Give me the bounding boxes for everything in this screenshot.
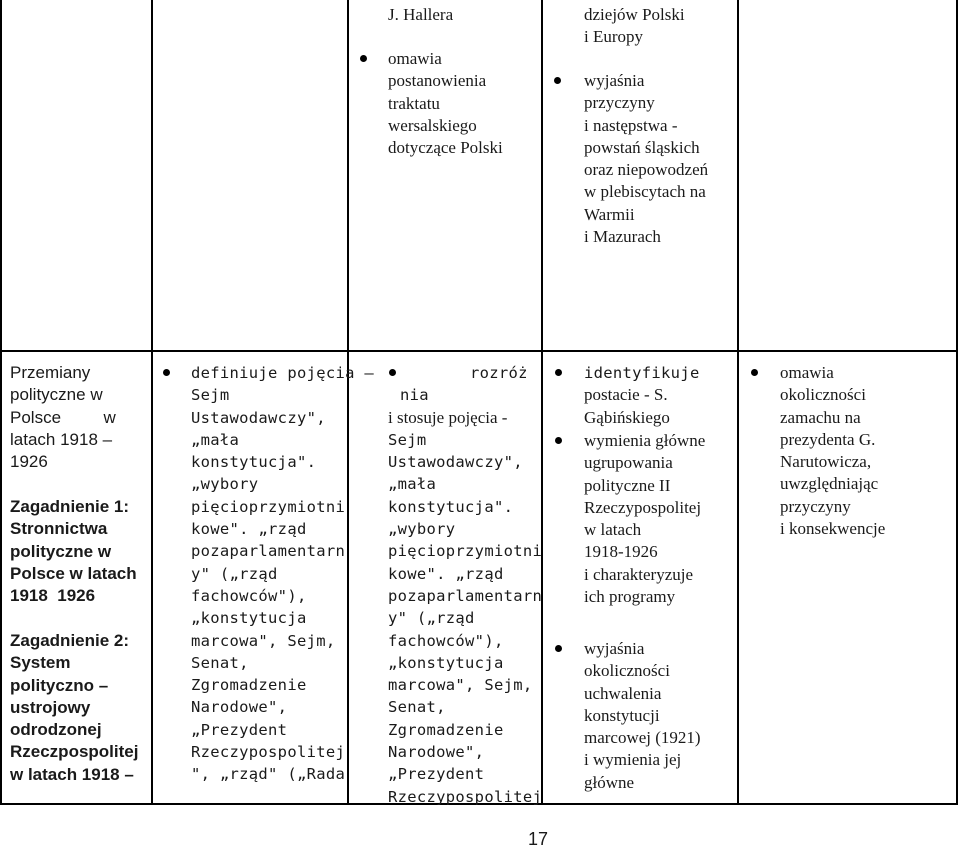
col4-bullet-1: identyfikuje postacie - S. Gąbińskiego (584, 364, 700, 427)
top-col3-heading: J. Hallera (388, 5, 454, 24)
grid-line (0, 0, 2, 805)
top-col4-bullet-text: wyjaśnia przyczyny i następstwa - powstań śląskich oraz niepowodzeń w plebiscytach na Warmii i Mazurach (584, 71, 709, 247)
col5-bullet-1: omawia okoliczności zamachu na prezydenta G. Narutowicza, uwzględniając przyczyny i konsekwencje (780, 363, 886, 539)
col4-bullet-3: wyjaśnia okoliczności uchwalenia konstytucji marcowej (1921) i wymienia jej główne (584, 639, 701, 792)
grid-line (0, 350, 958, 352)
grid-line (151, 0, 153, 805)
bullet-icon (555, 437, 562, 444)
bullet-icon (554, 77, 561, 84)
zagadnienie-2: Zagadnienie 2: System polityczno – ustrojowy odrodzonej Rzeczpospolitej w latach 1918 – (10, 631, 139, 784)
col4-bullet-2: wymienia główne ugrupowania polityczne II Rzeczypospolitej w latach 1918-1926 i charakteryzuje ich programy (584, 431, 706, 607)
bullet-icon (751, 369, 758, 376)
topic-title: Przemiany polityczne w Polsce w latach 1918 – 1926 (10, 363, 116, 472)
top-col3-bullet-text: omawia postanowienia traktatu wersalskiego dotyczące Polski (388, 49, 503, 158)
grid-line (956, 0, 958, 805)
col2-definitions: definiuje pojęcia – Sejm Ustawodawczy", „mała konstytucja". „wybory pięcioprzymiotni kowe". „rząd pozaparlamentarn y" („rząd fachowców"), „konstytucja marcowa", Sejm, Senat, Zgromadzenie Narodowe", „Prezydent Rzeczypospolitej ", „rząd" („Rada (191, 364, 375, 784)
bullet-icon (555, 645, 562, 652)
col3-distinguishes: rozróż nia i stosuje pojęcia - Sejm Ustawodawczy", „mała konstytucja". „wybory pięcioprzymiotni kowe". „rząd pozaparlamentarn y" („rząd fachowców"), „konstytucja marcowa", Sejm, Senat, Zgromadzenie Narodowe", „Prezydent Rzeczypospolitej (388, 364, 543, 806)
zagadnienie-1: Zagadnienie 1: Stronnictwa polityczne w Polsce w latach 1918 1926 (10, 497, 137, 606)
bullet-icon (360, 55, 367, 62)
grid-line (737, 0, 739, 805)
top-col4-heading: dziejów Polski i Europy (584, 5, 685, 47)
page-number: 17 (528, 829, 549, 849)
bullet-icon (555, 369, 562, 376)
bullet-icon (163, 369, 170, 376)
